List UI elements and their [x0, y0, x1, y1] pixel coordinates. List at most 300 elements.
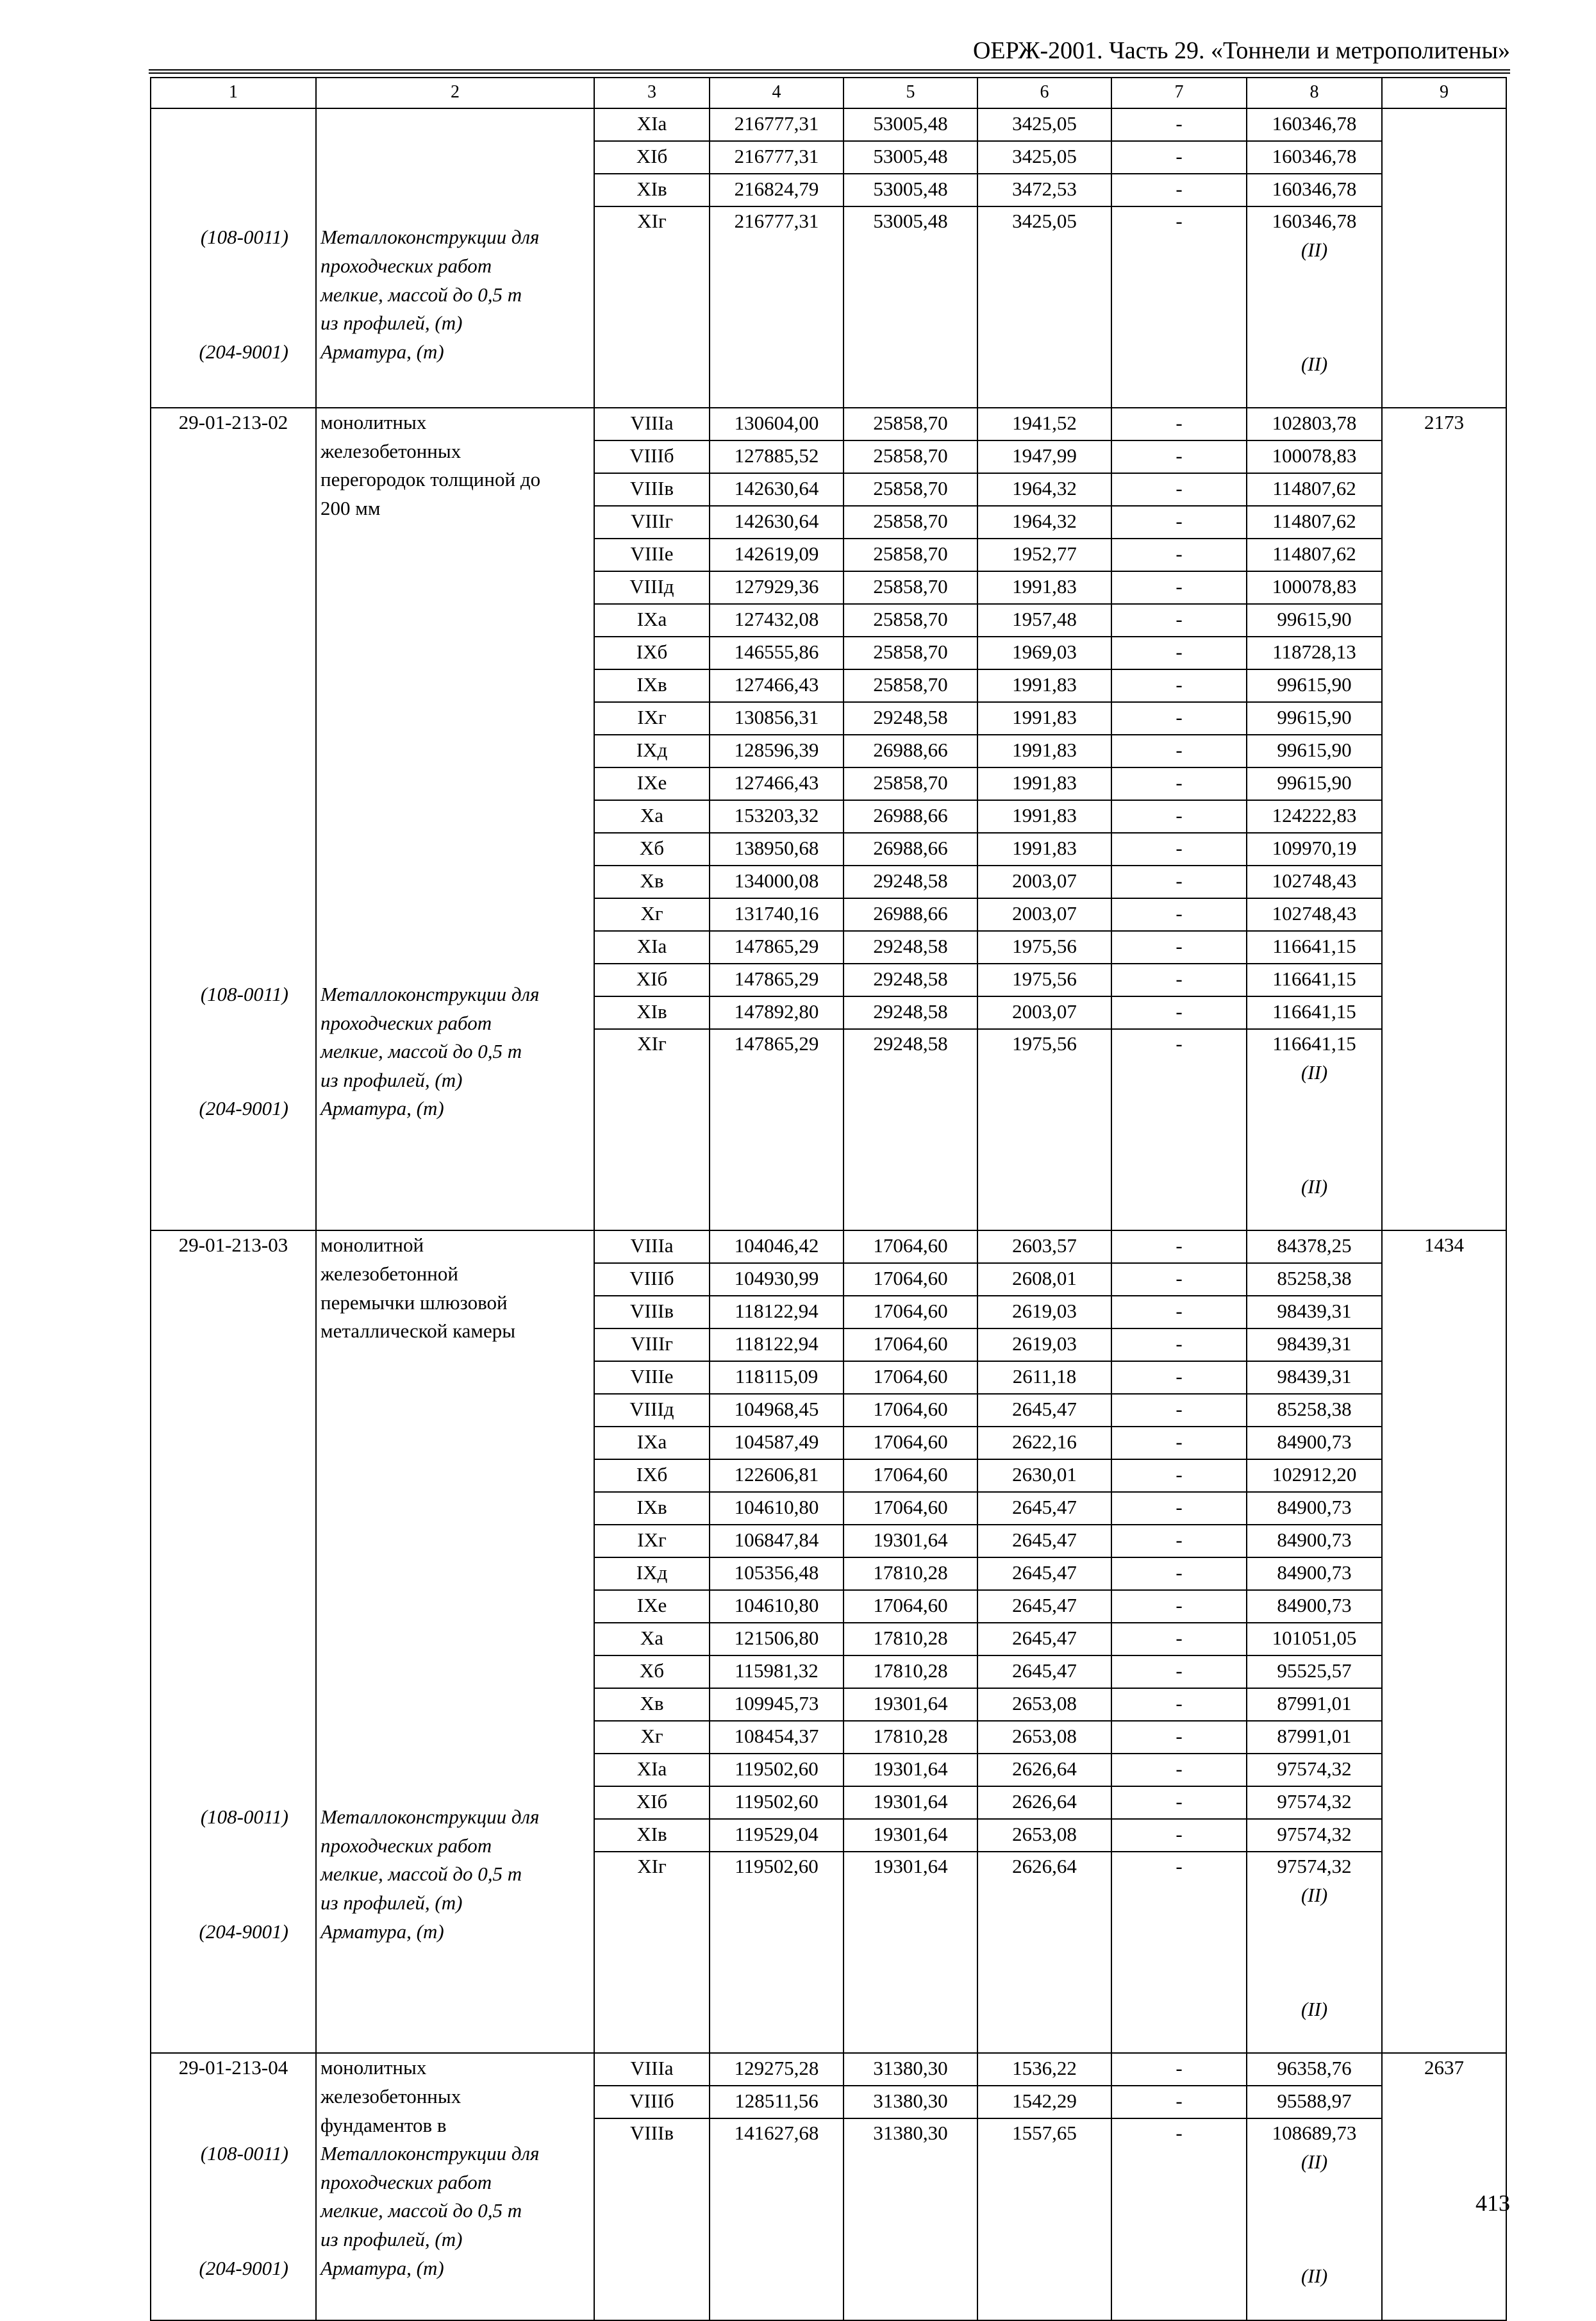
- machine-cost: 2630,01: [977, 1459, 1111, 1492]
- col7-value: -: [1111, 1525, 1247, 1557]
- labor-cost: 53005,48: [844, 108, 977, 141]
- materials-cost: 96358,76: [1247, 2053, 1382, 2086]
- material-code: (108-0011): [200, 2142, 288, 2165]
- total-cost: 104930,99: [710, 1263, 844, 1296]
- col9-cell: [1382, 408, 1506, 1230]
- machine-cost: 1991,83: [977, 767, 1111, 800]
- labor-cost: 17810,28: [844, 1557, 977, 1590]
- rate-code-cell: [151, 2053, 316, 2320]
- labor-cost: 25858,70: [844, 571, 977, 604]
- labor-cost: 17810,28: [844, 1655, 977, 1688]
- work-name-cell: [316, 2053, 594, 2320]
- column-number: 7: [1111, 78, 1247, 108]
- machine-cost: 3425,05: [1012, 210, 1077, 232]
- materials-cost: 99615,90: [1247, 767, 1382, 800]
- labor-cost: 17810,28: [844, 1721, 977, 1754]
- materials-cost: 99615,90: [1247, 735, 1382, 767]
- materials-cost: 98439,31: [1247, 1328, 1382, 1361]
- materials-cost: 84900,73: [1247, 1427, 1382, 1459]
- materials-cost: 100078,83: [1247, 571, 1382, 604]
- zone-label: VIIIа: [594, 408, 710, 440]
- labor-cost: 31380,30: [873, 2122, 948, 2145]
- materials-cost: 116641,15: [1272, 1032, 1356, 1055]
- labor-cost: 29248,58: [844, 931, 977, 964]
- materials-cost: 97574,32: [1247, 1786, 1382, 1819]
- labor-cost: 25858,70: [844, 767, 977, 800]
- materials-cost: 114807,62: [1247, 506, 1382, 539]
- col7-value: -: [1111, 1623, 1247, 1655]
- rate-code: [151, 109, 315, 138]
- materials-cost: 85258,38: [1247, 1263, 1382, 1296]
- col7-value: -: [1176, 2122, 1183, 2145]
- col7-value: -: [1111, 833, 1247, 866]
- total-cost: 142619,09: [710, 539, 844, 571]
- material-description: проходческих работ: [320, 254, 492, 277]
- machine-cost: 2626,64: [977, 1786, 1111, 1819]
- column-number: 2: [316, 78, 594, 108]
- work-name-line: железобетонных: [320, 2085, 461, 2108]
- zone-label: IXв: [594, 1492, 710, 1525]
- material-code: (204-9001): [199, 1097, 288, 1120]
- work-name-line: монолитных: [320, 2056, 427, 2079]
- materials-cost-cell: [1247, 1029, 1382, 1230]
- labor-cost: 25858,70: [844, 440, 977, 473]
- material-description: мелкие, массой до 0,5 т: [320, 283, 522, 306]
- total-cost: 119502,60: [710, 1754, 844, 1786]
- zone-label: VIIIв: [630, 2122, 674, 2145]
- col7-value: -: [1111, 174, 1247, 206]
- total-cost: 121506,80: [710, 1623, 844, 1655]
- col7-value: -: [1111, 1459, 1247, 1492]
- labor-cost: 29248,58: [844, 996, 977, 1029]
- machine-cost: 1957,48: [977, 604, 1111, 637]
- col7-value: -: [1111, 1230, 1247, 1263]
- total-cost: 216824,79: [710, 174, 844, 206]
- col7-value: -: [1111, 964, 1247, 996]
- labor-cost: 26988,66: [844, 800, 977, 833]
- machine-cost: 2653,08: [977, 1688, 1111, 1721]
- labor-cost: 26988,66: [844, 898, 977, 931]
- labor-cost: 25858,70: [844, 637, 977, 669]
- col7-value: -: [1111, 1492, 1247, 1525]
- col7-value: -: [1111, 539, 1247, 571]
- zone-label: IXа: [594, 604, 710, 637]
- machine-cost: 2653,08: [977, 1819, 1111, 1852]
- col9-cell: [1382, 1230, 1506, 2053]
- labor-cost: 17064,60: [844, 1459, 977, 1492]
- work-name-cell: [316, 408, 594, 1230]
- labor-cost: 17810,28: [844, 1623, 977, 1655]
- col7-value: -: [1111, 1296, 1247, 1328]
- zone-label: IXд: [594, 735, 710, 767]
- materials-cost: 160346,78: [1247, 141, 1382, 174]
- total-cost-cell: [710, 1029, 844, 1230]
- total-cost: 104587,49: [710, 1427, 844, 1459]
- work-name-line: железобетонных: [320, 439, 461, 462]
- labor-cost-cell: [844, 2118, 977, 2320]
- work-name-line: 200 мм: [320, 496, 381, 519]
- labor-cost: 19301,64: [844, 1786, 977, 1819]
- zone-label: Xг: [594, 1721, 710, 1754]
- column-number: 6: [977, 78, 1111, 108]
- col7-value: -: [1111, 1786, 1247, 1819]
- materials-cost: 98439,31: [1247, 1361, 1382, 1394]
- labor-cost: 53005,48: [844, 174, 977, 206]
- materials-cost-cell: [1247, 206, 1382, 408]
- materials-cost: 97574,32: [1277, 1855, 1352, 1878]
- materials-cost: 102803,78: [1247, 408, 1382, 440]
- total-cost: 104610,80: [710, 1492, 844, 1525]
- machine-cost: 2622,16: [977, 1427, 1111, 1459]
- materials-cost: 87991,01: [1247, 1721, 1382, 1754]
- total-cost: 127432,08: [710, 604, 844, 637]
- zone-label: IXг: [594, 1525, 710, 1557]
- labor-cost: 26988,66: [844, 833, 977, 866]
- zone-label: Xб: [594, 833, 710, 866]
- total-cost: 131740,16: [710, 898, 844, 931]
- table-row: [151, 108, 1506, 141]
- materials-cost: 102748,43: [1247, 866, 1382, 898]
- machine-cost: 1991,83: [977, 800, 1111, 833]
- machine-cost-cell: [977, 206, 1111, 408]
- material-code: (108-0011): [200, 226, 288, 249]
- labor-cost: 31380,30: [844, 2086, 977, 2118]
- labor-cost: 31380,30: [844, 2053, 977, 2086]
- col7-value: -: [1176, 210, 1183, 232]
- column-number: 5: [844, 78, 977, 108]
- total-cost-cell: [710, 2118, 844, 2320]
- machine-cost: 1991,83: [977, 571, 1111, 604]
- machine-cost: 1947,99: [977, 440, 1111, 473]
- labor-cost: 26988,66: [844, 735, 977, 767]
- col7-value: -: [1111, 1688, 1247, 1721]
- total-cost: 115981,32: [710, 1655, 844, 1688]
- zone-label: XIв: [594, 996, 710, 1029]
- total-cost: 138950,68: [710, 833, 844, 866]
- labor-cost: 25858,70: [844, 473, 977, 506]
- total-cost: 119529,04: [710, 1819, 844, 1852]
- materials-cost: 160346,78: [1247, 174, 1382, 206]
- labor-cost: 17064,60: [844, 1394, 977, 1427]
- machine-cost: 2645,47: [977, 1655, 1111, 1688]
- total-cost: 118122,94: [710, 1296, 844, 1328]
- materials-cost: 84900,73: [1247, 1492, 1382, 1525]
- col7-cell: [1111, 206, 1247, 408]
- col7-value: -: [1111, 571, 1247, 604]
- col7-value: -: [1111, 506, 1247, 539]
- total-cost: 106847,84: [710, 1525, 844, 1557]
- materials-cost: 98439,31: [1247, 1296, 1382, 1328]
- zone-label: VIIIб: [594, 1263, 710, 1296]
- col7-value: -: [1111, 1754, 1247, 1786]
- machine-cost: 2645,47: [977, 1394, 1111, 1427]
- total-cost: 127885,52: [710, 440, 844, 473]
- col7-value: -: [1111, 141, 1247, 174]
- zone-label-cell: [594, 1852, 710, 2053]
- machine-cost: 2608,01: [977, 1263, 1111, 1296]
- rate-code-cell: [151, 408, 316, 1230]
- labor-cost: 17064,60: [844, 1263, 977, 1296]
- column-number: 9: [1382, 78, 1506, 108]
- col7-value: -: [1111, 866, 1247, 898]
- materials-cost: 108689,73: [1272, 2122, 1357, 2145]
- machine-cost: 2611,18: [977, 1361, 1111, 1394]
- total-cost: 118115,09: [710, 1361, 844, 1394]
- col7-value: -: [1111, 473, 1247, 506]
- material-note: (II): [1301, 2265, 1328, 2288]
- labor-cost: 17064,60: [844, 1427, 977, 1459]
- machine-cost: 3425,05: [977, 141, 1111, 174]
- material-description: из профилей, (т): [320, 1891, 463, 1914]
- total-cost: 104968,45: [710, 1394, 844, 1427]
- material-note: (II): [1301, 1175, 1328, 1198]
- total-cost: 122606,81: [710, 1459, 844, 1492]
- materials-cost: 114807,62: [1247, 539, 1382, 571]
- work-name-line: монолитных: [320, 411, 427, 434]
- material-description: проходческих работ: [320, 1011, 492, 1034]
- col7-value: -: [1111, 800, 1247, 833]
- labor-cost: 19301,64: [844, 1754, 977, 1786]
- materials-cost: 85258,38: [1247, 1394, 1382, 1427]
- material-description: Металлоконструкции для: [320, 2142, 540, 2165]
- machine-cost: 2003,07: [977, 898, 1111, 931]
- work-name-line: железобетонной: [320, 1262, 458, 1285]
- labor-cost: 19301,64: [844, 1819, 977, 1852]
- col7-value: -: [1111, 108, 1247, 141]
- total-cost: 153203,32: [710, 800, 844, 833]
- total-cost: 146555,86: [710, 637, 844, 669]
- col9-value: 1434: [1424, 1234, 1464, 1257]
- material-description: проходческих работ: [320, 1834, 492, 1857]
- machine-cost: 2645,47: [977, 1525, 1111, 1557]
- material-description: мелкие, массой до 0,5 т: [320, 2199, 522, 2222]
- labor-cost-cell: [844, 1029, 977, 1230]
- zone-label: XIг: [637, 1032, 667, 1055]
- zone-label: IXе: [594, 1590, 710, 1623]
- material-description: мелкие, массой до 0,5 т: [320, 1040, 522, 1063]
- materials-cost: 87991,01: [1247, 1688, 1382, 1721]
- col7-value: -: [1111, 1557, 1247, 1590]
- materials-cost: 84900,73: [1247, 1557, 1382, 1590]
- materials-cost: 116641,15: [1247, 964, 1382, 996]
- total-cost-cell: [710, 1852, 844, 2053]
- material-description: из профилей, (т): [320, 312, 463, 335]
- zone-label: Xа: [594, 800, 710, 833]
- work-name-line: перемычки шлюзовой: [320, 1291, 508, 1314]
- total-cost: 147865,29: [710, 931, 844, 964]
- zone-label: XIв: [594, 1819, 710, 1852]
- labor-cost: 19301,64: [873, 1855, 948, 1878]
- page-number: 413: [1475, 2190, 1510, 2216]
- zone-label: IXг: [594, 702, 710, 735]
- labor-cost: 25858,70: [844, 669, 977, 702]
- col7-value: -: [1111, 735, 1247, 767]
- zone-label: VIIIа: [594, 2053, 710, 2086]
- work-name-cell: [316, 108, 594, 408]
- machine-cost: 1991,83: [977, 833, 1111, 866]
- zone-label: XIб: [594, 141, 710, 174]
- column-number-row: [151, 78, 1506, 108]
- material-description: из профилей, (т): [320, 1068, 463, 1091]
- zone-label: XIв: [594, 174, 710, 206]
- machine-cost: 1964,32: [977, 506, 1111, 539]
- work-name-line: перегородок толщиной до: [320, 468, 541, 491]
- zone-label: XIа: [594, 1754, 710, 1786]
- machine-cost: 1941,52: [977, 408, 1111, 440]
- materials-cost: 84378,25: [1247, 1230, 1382, 1263]
- zone-label: VIIIе: [594, 1361, 710, 1394]
- machine-cost: 2645,47: [977, 1557, 1111, 1590]
- material-description: проходческих работ: [320, 2170, 492, 2193]
- labor-cost: 25858,70: [844, 408, 977, 440]
- col7-value: -: [1176, 1855, 1183, 1878]
- labor-cost: 25858,70: [844, 604, 977, 637]
- zone-label: IXд: [594, 1557, 710, 1590]
- machine-cost: 2653,08: [977, 1721, 1111, 1754]
- total-cost: 128596,39: [710, 735, 844, 767]
- materials-cost: 124222,83: [1247, 800, 1382, 833]
- machine-cost: 2619,03: [977, 1296, 1111, 1328]
- col7-value: -: [1111, 440, 1247, 473]
- total-cost: 105356,48: [710, 1557, 844, 1590]
- col9-value: 2637: [1424, 2056, 1464, 2079]
- materials-cost: 97574,32: [1247, 1819, 1382, 1852]
- machine-cost: 2003,07: [977, 866, 1111, 898]
- table-row: [151, 2053, 1506, 2086]
- zone-label: VIIIе: [594, 539, 710, 571]
- zone-label: XIа: [594, 931, 710, 964]
- material-code: (204-9001): [199, 1920, 288, 1943]
- machine-cost-cell: [977, 1029, 1111, 1230]
- material-description: Металлоконструкции для: [320, 983, 540, 1006]
- machine-cost: 2645,47: [977, 1590, 1111, 1623]
- col7-value: -: [1111, 1721, 1247, 1754]
- total-cost: 216777,31: [710, 141, 844, 174]
- material-description: Арматура, (т): [320, 340, 444, 363]
- machine-cost: 1975,56: [977, 931, 1111, 964]
- materials-cost: 160346,78: [1247, 108, 1382, 141]
- zone-label: Xв: [594, 1688, 710, 1721]
- zone-label: Xа: [594, 1623, 710, 1655]
- zone-label: VIIIг: [594, 1328, 710, 1361]
- col7-cell: [1111, 1029, 1247, 1230]
- total-cost: 130856,31: [710, 702, 844, 735]
- col7-value: -: [1111, 1590, 1247, 1623]
- zone-label: XIб: [594, 964, 710, 996]
- material-description: из профилей, (т): [320, 2228, 463, 2251]
- column-number: 1: [151, 78, 316, 108]
- material-description: Арматура, (т): [320, 2256, 444, 2279]
- labor-cost: 17064,60: [844, 1230, 977, 1263]
- machine-cost: 1964,32: [977, 473, 1111, 506]
- labor-cost: 29248,58: [873, 1032, 948, 1055]
- materials-cost: 99615,90: [1247, 702, 1382, 735]
- total-cost: 127466,43: [710, 767, 844, 800]
- column-number: 3: [594, 78, 710, 108]
- materials-cost: 116641,15: [1247, 931, 1382, 964]
- zone-label: VIIIа: [594, 1230, 710, 1263]
- col7-value: -: [1111, 1361, 1247, 1394]
- material-code: (108-0011): [200, 983, 288, 1006]
- materials-cost: 160346,78: [1272, 210, 1357, 232]
- zone-label: VIIIб: [594, 2086, 710, 2118]
- materials-cost: 84900,73: [1247, 1525, 1382, 1557]
- labor-cost: 53005,48: [844, 141, 977, 174]
- col9-value: [1383, 109, 1506, 138]
- col7-value: -: [1111, 767, 1247, 800]
- total-cost: 108454,37: [710, 1721, 844, 1754]
- col7-value: -: [1111, 1394, 1247, 1427]
- zone-label-cell: [594, 1029, 710, 1230]
- material-note: (II): [1301, 1883, 1328, 1906]
- total-cost: 129275,28: [710, 2053, 844, 2086]
- col7-value: -: [1176, 1032, 1183, 1055]
- materials-cost: 84900,73: [1247, 1590, 1382, 1623]
- rate-code: 29-01-213-02: [178, 411, 288, 434]
- machine-cost: 1991,83: [977, 702, 1111, 735]
- labor-cost: 17064,60: [844, 1328, 977, 1361]
- materials-cost: 118728,13: [1247, 637, 1382, 669]
- labor-cost: 29248,58: [844, 702, 977, 735]
- zone-label: Xб: [594, 1655, 710, 1688]
- materials-cost: 95588,97: [1247, 2086, 1382, 2118]
- machine-cost: 2626,64: [977, 1754, 1111, 1786]
- machine-cost: 1557,65: [1012, 2122, 1077, 2145]
- labor-cost-cell: [844, 1852, 977, 2053]
- labor-cost: 17064,60: [844, 1296, 977, 1328]
- col9-cell: [1382, 2053, 1506, 2320]
- total-cost: 119502,60: [735, 1855, 819, 1878]
- col9-cell: [1382, 108, 1506, 408]
- machine-cost: 2003,07: [977, 996, 1111, 1029]
- materials-cost: 116641,15: [1247, 996, 1382, 1029]
- zone-label: XIб: [594, 1786, 710, 1819]
- total-cost: 142630,64: [710, 506, 844, 539]
- col7-value: -: [1111, 604, 1247, 637]
- work-name-line: металлической камеры: [320, 1320, 516, 1343]
- col7-value: -: [1111, 408, 1247, 440]
- material-note: (II): [1301, 352, 1328, 375]
- materials-cost-cell: [1247, 2118, 1382, 2320]
- material-description: Металлоконструкции для: [320, 226, 540, 249]
- col7-value: -: [1111, 1655, 1247, 1688]
- machine-cost: 2619,03: [977, 1328, 1111, 1361]
- zone-label: IXе: [594, 767, 710, 800]
- total-cost: 141627,68: [734, 2122, 819, 2145]
- col7-value: -: [1111, 931, 1247, 964]
- labor-cost: 19301,64: [844, 1525, 977, 1557]
- material-description: Металлоконструкции для: [320, 1806, 540, 1829]
- materials-cost: 95525,57: [1247, 1655, 1382, 1688]
- rate-code-cell: [151, 1230, 316, 2053]
- zone-label: VIIIв: [594, 1296, 710, 1328]
- labor-cost: 17064,60: [844, 1361, 977, 1394]
- zone-label: Xв: [594, 866, 710, 898]
- materials-cost: 99615,90: [1247, 669, 1382, 702]
- machine-cost: 2645,47: [977, 1623, 1111, 1655]
- zone-label: VIIIд: [594, 1394, 710, 1427]
- total-cost: 127929,36: [710, 571, 844, 604]
- rates-table: [150, 77, 1507, 2321]
- materials-cost: 109970,19: [1247, 833, 1382, 866]
- machine-cost-cell: [977, 2118, 1111, 2320]
- material-note: (II): [1301, 1060, 1328, 1084]
- materials-cost: 114807,62: [1247, 473, 1382, 506]
- work-name-cell: [316, 1230, 594, 2053]
- col7-cell: [1111, 2118, 1247, 2320]
- material-note: (II): [1301, 2150, 1328, 2174]
- zone-label: IXб: [594, 637, 710, 669]
